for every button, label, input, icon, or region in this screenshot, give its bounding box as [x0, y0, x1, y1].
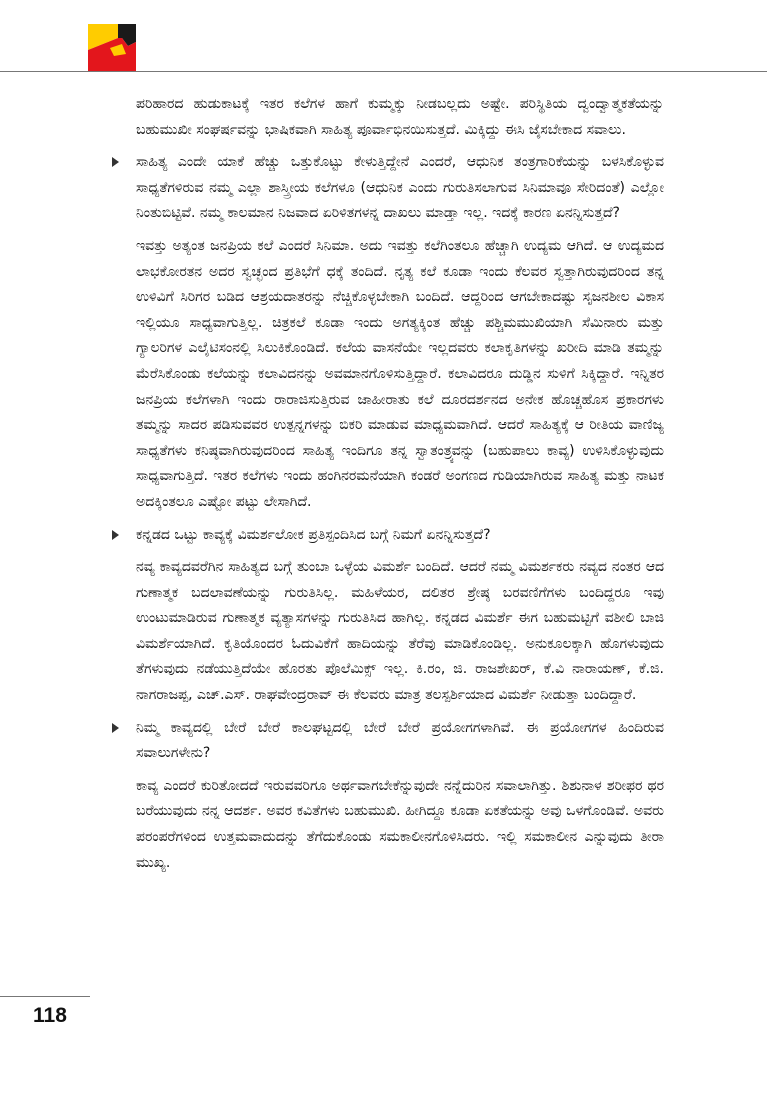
question-text: ಕನ್ನಡದ ಒಟ್ಟು ಕಾವ್ಯಕ್ಕೆ ವಿಮರ್ಶಲೋಕ ಪ್ರತಿಸ್ಪಂದಿಸಿದ ಬಗ್ಗೆ ನಿಮಗೆ ಏನನ್ನಿಸುತ್ತದೆ? — [136, 526, 491, 543]
answer-paragraph — [112, 774, 664, 876]
paragraph-text: ಪರಿಹಾರದ ಹುಡುಕಾಟಕ್ಕೆ ಇತರ ಕಲೆಗಳ ಹಾಗೆ ಕುಮ್ಮಕ್ಕು ನೀಡಬಲ್ಲದು ಅಷ್ಟೇ. ಪರಿಸ್ಥಿತಿಯ ದ್ವಂದ್ವಾತ್ಮಕತೆಯನ್ನು ಬಹುಮುಖೀ ಸಂಘರ್ಷವನ್ನು ಭಾಷಿಕವಾಗಿ ಸಾಹಿತ್ಯ ಪೂರ್ವಾಭಿನಯಿಸುತ್ತದೆ. ಮಿಕ್ಕಿದ್ದು ಈಸಿ ಜೈಸಬೇಕಾದ ಸವಾಲು. — [136, 96, 664, 138]
arrow-bullet-icon — [112, 723, 119, 733]
paragraph-text: ಕಾವ್ಯ ಎಂದರೆ ಕುರಿತೋದದೆ ಇರುವವರಿಗೂ ಅರ್ಥವಾಗಬೇಕೆನ್ನುವುದೇ ನನ್ನೆದುರಿನ ಸವಾಲಾಗಿತ್ತು. ಶಿಶುನಾಳ ಶರೀಫರ ಥರ ಬರೆಯುವುದು ನನ್ನ ಆದರ್ಶ. ಅವರ ಕವಿತೆಗಳು ಬಹುಮುಖಿ. ಹೀಗಿದ್ದೂ ಕೂಡಾ ಏಕತೆಯನ್ನು ಅವು ಒಳಗೊಂಡಿವೆ. ಅವರು ಪರಂಪರೆಗಳಿಂದ ಉತ್ತಮವಾದುದನ್ನು ತೆಗೆದುಕೊಂಡು ಸಮಕಾಲೀನಗೊಳಿಸಿದರು. ಇಲ್ಲಿ ಸಮಕಾಲೀನ ಎನ್ನುವುದು ತೀರಾ ಮುಖ್ಯ. — [136, 777, 664, 871]
paragraph-text: ಇವತ್ತು ಅತ್ಯಂತ ಜನಪ್ರಿಯ ಕಲೆ ಎಂದರೆ ಸಿನಿಮಾ. ಅದು ಇವತ್ತು ಕಲೆಗಿಂತಲೂ ಹೆಚ್ಚಾಗಿ ಉದ್ಯಮ ಆಗಿದೆ. ಆ ಉದ್ಯಮದ ಲಾಭಕೋರತನ ಅದರ ಸ್ವಚ್ಛಂದ ಪ್ರತಿಭೆಗೆ ಧಕ್ಕೆ ತಂದಿದೆ. ನೃತ್ಯ ಕಲೆ ಕೂಡಾ ಇಂದು ಕೆಲವರ ಸ್ವತ್ತಾಗಿರುವುದರಿಂದ ತನ್ನ ಉಳಿವಿಗೆ ಸಿರಿಗರ ಬಡಿದ ಆಶ್ರಯದಾತರನ್ನು ನೆಚ್ಚಿಕೊಳ್ಳಬೇಕಾಗಿ ಬಂದಿದೆ. ಆದ್ದರಿಂದ ಆಗಬೇಕಾದಷ್ಟು ಸೃಜನಶೀಲ ವಿಕಾಸ ಇಲ್ಲಿಯೂ ಸಾಧ್ಯವಾಗುತ್ತಿಲ್ಲ. ಚಿತ್ರಕಲೆ ಕೂಡಾ ಇಂದು ಅಗತ್ಯಕ್ಕಿಂತ ಹೆಚ್ಚು ಪಶ್ಚಿಮಮುಖಿಯಾಗಿ ಸೆಮಿನಾರು ಮತ್ತು ಗ್ಯಾಲರಿಗಳ ಎಲೈಟಿಸಂನಲ್ಲಿ ಸಿಲುಕಿಕೊಂಡಿದೆ. ಕಲೆಯ ವಾಸನೆಯೇ ಇಲ್ಲದವರು ಕಲಾಕೃತಿಗಳನ್ನು ಖರೀದಿ ಮಾಡಿ ತಮ್ಮನ್ನು ಮೆರೆಸಿಕೊಂಡು ಕಲೆಯನ್ನು ಕಲಾವಿದನನ್ನು ಅವಮಾನಗೊಳಿಸುತ್ತಿದ್ದಾರೆ. ಕಲಾವಿದರೂ ದುಡ್ಡಿನ ಸುಳಿಗೆ ಸಿಕ್ಕಿದ್ದಾರೆ. ಇನ್ನಿತರ ಜನಪ್ರಿಯ ಕಲೆಗಳಾಗಿ ಇಂದು ರಾರಾಜಿಸುತ್ತಿರುವ ಜಾಹೀರಾತು ಕಲೆ ದೂರದರ್ಶನದ ಅನೇಕ ಹೊಚ್ಚಹೊಸ ಪ್ರಕಾರಗಳು ತಮ್ಮನ್ನು ಸಾದರ ಪಡಿಸುವವರ ಉತ್ಪನ್ನಗಳನ್ನು ಬಿಕರಿ ಮಾಡುವ ಮಾಧ್ಯಮವಾಗಿದೆ. ಆದರೆ ಸಾಹಿತ್ಯಕ್ಕೆ ಆ ರೀತಿಯ ವಾಣಿಜ್ಯ ಸಾಧ್ಯತೆಗಳು ಕನಿಷ್ಠವಾಗಿರುವುದರಿಂದ ಸಾಹಿತ್ಯ ಇಂದಿಗೂ ತನ್ನ ಸ್ವಾತಂತ್ರ್ಯವನ್ನು (ಬಹುಪಾಲು ಕಾವ್ಯ) ಉಳಿಸಿಕೊಳ್ಳುವುದು ಸಾಧ್ಯವಾಗುತ್ತಿದೆ. ಇತರ ಕಲೆಗಳು ಇಂದು ಹಂಗಿನರಮನೆಯಾಗಿ ಕಂಡರೆ ಅಂಗಣದ ಗುಡಿಯಾಗಿರುವ ಸಾಹಿತ್ಯ ಮತ್ತು ನಾಟಕ ಅದಕ್ಕಿಂತಲೂ ಎಷ್ಟೋ ಪಟ್ಟು ಲೇಸಾಗಿದೆ. — [136, 237, 664, 510]
question-text: ಸಾಹಿತ್ಯ ಎಂದೇ ಯಾಕೆ ಹೆಚ್ಚು ಒತ್ತುಕೊಟ್ಟು ಕೇಳುತ್ತಿದ್ದೇನೆ ಎಂದರೆ, ಆಧುನಿಕ ತಂತ್ರಗಾರಿಕೆಯನ್ನು ಬಳಸಿಕೊಳ್ಳುವ ಸಾಧ್ಯತೆಗಳಿರುವ ನಮ್ಮ ಎಲ್ಲಾ ಶಾಸ್ತ್ರೀಯ ಕಲೆಗಳೂ (ಆಧುನಿಕ ಎಂದು ಗುರುತಿಸಲಾಗುವ ಸಿನಿಮಾವೂ ಸೇರಿದಂತೆ) ಎಲ್ಲೋ ನಿಂತುಬಿಟ್ಟಿವೆ. ನಮ್ಮ ಕಾಲಮಾನ ನಿಜವಾದ ಏರಿಳಿತಗಳನ್ನ ದಾಖಲು ಮಾಡ್ತಾ ಇಲ್ಲ. ಇದಕ್ಕೆ ಕಾರಣ ಏನನ್ನಿಸುತ್ತದೆ? — [136, 154, 664, 222]
article-body — [112, 92, 664, 883]
question-paragraph — [112, 150, 664, 227]
footer-rule — [0, 996, 90, 997]
answer-paragraph — [112, 555, 664, 709]
magazine-logo — [88, 24, 136, 72]
question-paragraph — [112, 716, 664, 767]
page-number: 118 — [33, 1004, 67, 1027]
question-paragraph — [112, 523, 664, 549]
arrow-bullet-icon — [112, 157, 119, 167]
question-text: ನಿಮ್ಮ ಕಾವ್ಯದಲ್ಲಿ ಬೇರೆ ಬೇರೆ ಕಾಲಘಟ್ಟದಲ್ಲಿ ಬೇರೆ ಬೇರೆ ಪ್ರಯೋಗಗಳಾಗಿವೆ. ಈ ಪ್ರಯೋಗಗಳ ಹಿಂದಿರುವ ಸವಾಲುಗಳೇನು? — [136, 719, 664, 762]
answer-paragraph — [112, 92, 664, 143]
header-rule — [0, 71, 767, 72]
arrow-bullet-icon — [112, 530, 119, 540]
answer-paragraph — [112, 234, 664, 516]
paragraph-text: ನವ್ಯ ಕಾವ್ಯದವರೆಗಿನ ಸಾಹಿತ್ಯದ ಬಗ್ಗೆ ತುಂಬಾ ಒಳ್ಳೆಯ ವಿಮರ್ಶೆ ಬಂದಿದೆ. ಆದರೆ ನಮ್ಮ ವಿಮರ್ಶಕರು ನವ್ಯದ ನಂತರ ಆದ ಗುಣಾತ್ಮಕ ಬದಲಾವಣೆಯನ್ನು ಗುರುತಿಸಿಲ್ಲ. ಮಹಿಳೆಯರ, ದಲಿತರ ಶ್ರೇಷ್ಠ ಬರವಣಿಗೆಗಳು ಬಂದಿದ್ದರೂ ಇವು ಉಂಟುಮಾಡಿರುವ ಗುಣಾತ್ಮಕ ವ್ಯತ್ಯಾಸಗಳನ್ನು ಗುರುತಿಸಿದ ಹಾಗಿಲ್ಲ. ಕನ್ನಡದ ವಿಮರ್ಶೆ ಈಗ ಬಹುಮಟ್ಟಿಗೆ ವಶೀಲಿ ಬಾಜಿ ವಿಮರ್ಶೆಯಾಗಿದೆ. ಕೃತಿಯೊಂದರ ಓದುವಿಕೆಗೆ ಹಾದಿಯನ್ನು ತೆರೆವು ಮಾಡಿಕೊಂಡಿಲ್ಲ. ಅನುಕೂಲಕ್ಕಾಗಿ ಹೊಗಳುವುದು ತೆಗಳುವುದು ನಡೆಯುತ್ತಿದೆಯೇ ಹೊರತು ಪೊಲೆಮಿಕ್ಸ್ ಇಲ್ಲ. ಕಿ.ರಂ, ಜಿ. ರಾಜಶೇಖರ್, ಕೆ.ವಿ ನಾರಾಯಣ್, ಕೆ.ಜಿ. ನಾಗರಾಜಪ್ಪ, ಎಚ್.ಎಸ್. ರಾಘವೇಂದ್ರರಾವ್ ಈ ಕೆಲವರು ಮಾತ್ರ ತಲಸ್ಪರ್ಶಿಯಾದ ವಿಮರ್ಶೆ ನೀಡುತ್ತಾ ಬಂದಿದ್ದಾರೆ. — [136, 559, 664, 704]
